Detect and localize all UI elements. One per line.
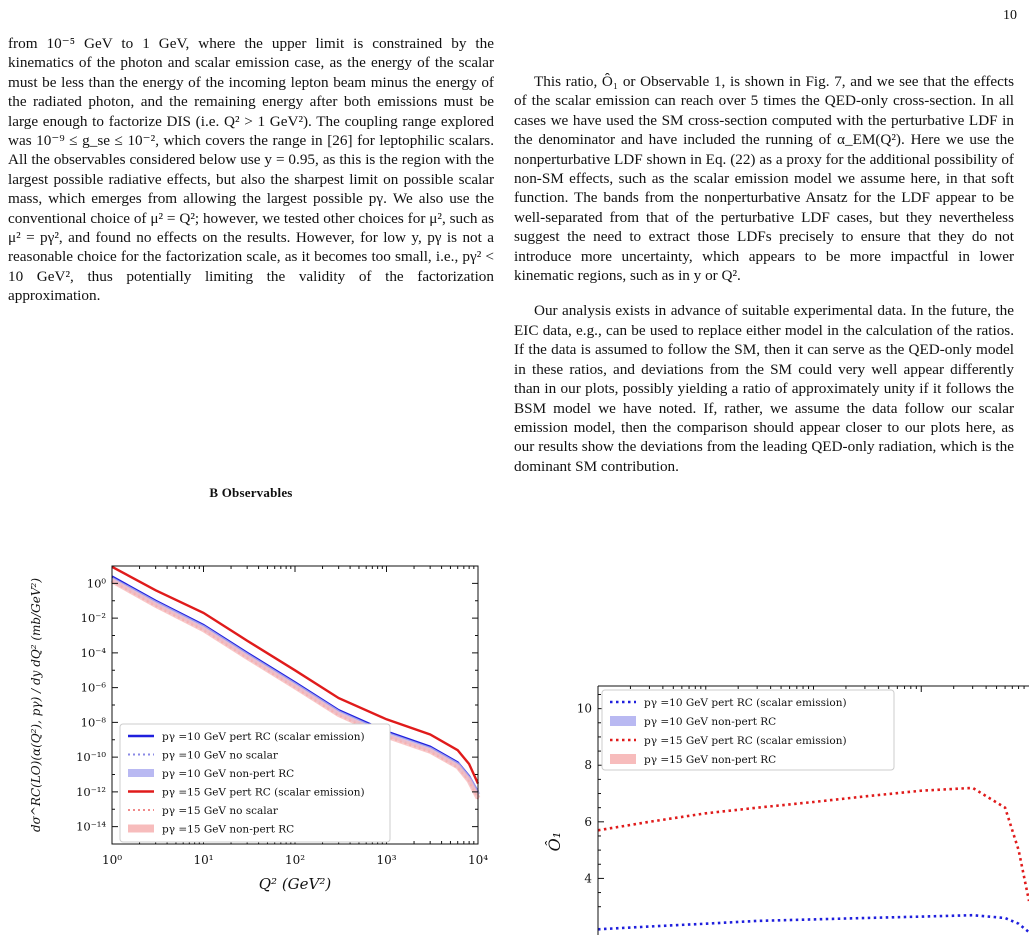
- y-tick-label: 10⁻¹²: [76, 784, 106, 799]
- legend-swatch-5: [128, 825, 154, 833]
- x-tick-label: 10²: [284, 853, 306, 867]
- left-paragraph: from 10⁻⁵ GeV to 1 GeV, where the upper limit is constrained by the kinematics of the photon and scalar emission case, as the energy of the scalar must be less than the energy of the incoming lepton beam minus the energy of the radiated photon, and the remaining energy after both emissions must be large enough to factorize DIS (i.e. Q² > 1 GeV²). The coupling range explored was 10⁻⁹ ≤ g_se ≤ 10⁻², which covers the range in [26] for leptophilic scalars. All the observables considered below use y = 0.95, as this is the region with the largest possible radiative effects, but also the sharpest limit on possible scalar mass, which emerges from allowing the largest possible pγ. We also use the conventional choice of μ² = Q²; however, we tested other choices for μ², such as μ² = pγ², and found no effects on the results. However, for low y, pγ is not a reasonable choice for the factorization scale, as it becomes too small, i.e., pγ² < 10 GeV², thus potentially limiting the validity of the factorization approximation.: [8, 35, 494, 305]
- legend-label-2: pγ =10 GeV non-pert RC: [162, 768, 295, 780]
- legend-label-1: pγ =10 GeV non-pert RC: [644, 716, 777, 728]
- cross-section-chart: [0, 548, 500, 908]
- x-tick-label: 10³: [376, 853, 397, 867]
- right-paragraph-2: Our analysis exists in advance of suitable experimental data. In the future, the EIC data, e.g., can be used to replace either model in the calculation of the ratios. If the data is assumed to follow the SM, then it can serve as the QED-only model in these ratios, and deviations from the SM could very well appear differently than in our plots, possibly yielding a ratio of approximately unity if it follows the BSM model we have noted. If, rather, we assume the data follow our scalar emission model, then the comparison should appear closer to our plots here, as our results show the deviations from the leading QED-only radiation, which is the dominant SM contribution.: [514, 302, 1014, 475]
- ratio-dotted-line-0: [598, 915, 1029, 932]
- legend-label-2: pγ =15 GeV pert RC (scalar emission): [644, 735, 847, 747]
- x-tick-label: 10⁰: [101, 853, 123, 867]
- y-tick-label: 4: [584, 871, 592, 886]
- page-number: 10: [1003, 8, 1017, 23]
- right-paragraph-1: This ratio, Ô₁ or Observable 1, is shown in Fig. 7, and we see that the effects of the scalar emission can reach over 5 times the QED-only cross-section. In all cases we have used the SM cross-section computed with the perturbative LDF in the denominator and have included the running of α_EM(Q²). Here we use the nonperturbative LDF shown in Eq. (22) as a proxy for the additional possibility of non-SM effects, such as the scalar emission model we assume here, in that soft function. The bands from the nonperturbative Ansatz for the LDF appear to be well-separated from that of the perturbative LDF cases, but they nevertheless suggest the need to extract those LDFs precisely to ensure that they do not introduce more uncertainty, which appears to be more impactful in lower kinematic regions, such as in y or Q².: [514, 73, 1014, 285]
- y-tick-label: 10⁻⁴: [80, 645, 106, 660]
- y-tick-label: 10⁻⁸: [80, 715, 106, 730]
- legend-label-0: pγ =10 GeV pert RC (scalar emission): [644, 697, 847, 709]
- legend-label-5: pγ =15 GeV non-pert RC: [162, 823, 295, 836]
- section-heading: B Observables: [209, 485, 293, 500]
- legend-swatch-1: [610, 716, 636, 726]
- legend-label-3: pγ =15 GeV non-pert RC: [644, 754, 777, 766]
- y-tick-label: 10⁻²: [80, 611, 106, 626]
- x-axis-label: Q² (GeV²): [258, 875, 332, 893]
- y-tick-label: 10⁻⁶: [80, 680, 106, 695]
- observable-figure: [514, 676, 1029, 935]
- legend-label-4: pγ =15 GeV no scalar: [162, 805, 278, 817]
- y-axis-label: Ô₁: [545, 831, 564, 852]
- x-tick-label: 10⁴: [467, 853, 489, 867]
- ratio-dotted-line-2: [598, 788, 1029, 901]
- y-tick-label: 10⁻¹⁰: [76, 750, 106, 765]
- y-axis-label: dσ^RC(LO)(α(Q²), pγ) / dy dQ² (mb/GeV²): [29, 578, 43, 832]
- legend-swatch-2: [128, 769, 154, 777]
- legend-label-3: pγ =15 GeV pert RC (scalar emission): [162, 786, 365, 799]
- y-tick-label: 10⁰: [86, 576, 106, 591]
- y-tick-label: 8: [584, 758, 592, 773]
- y-tick-label: 10⁻¹⁴: [76, 819, 106, 834]
- legend-swatch-3: [610, 754, 636, 764]
- y-tick-label: 6: [584, 814, 592, 829]
- observable-chart: [514, 676, 1029, 935]
- left-column: [8, 34, 494, 322]
- legend-label-1: pγ =10 GeV no scalar: [162, 749, 278, 762]
- right-column: [514, 72, 1014, 492]
- legend-label-0: pγ =10 GeV pert RC (scalar emission): [162, 731, 365, 743]
- y-tick-label: 10: [576, 701, 592, 716]
- x-tick-label: 10¹: [193, 853, 214, 867]
- cross-section-figure: [0, 548, 500, 908]
